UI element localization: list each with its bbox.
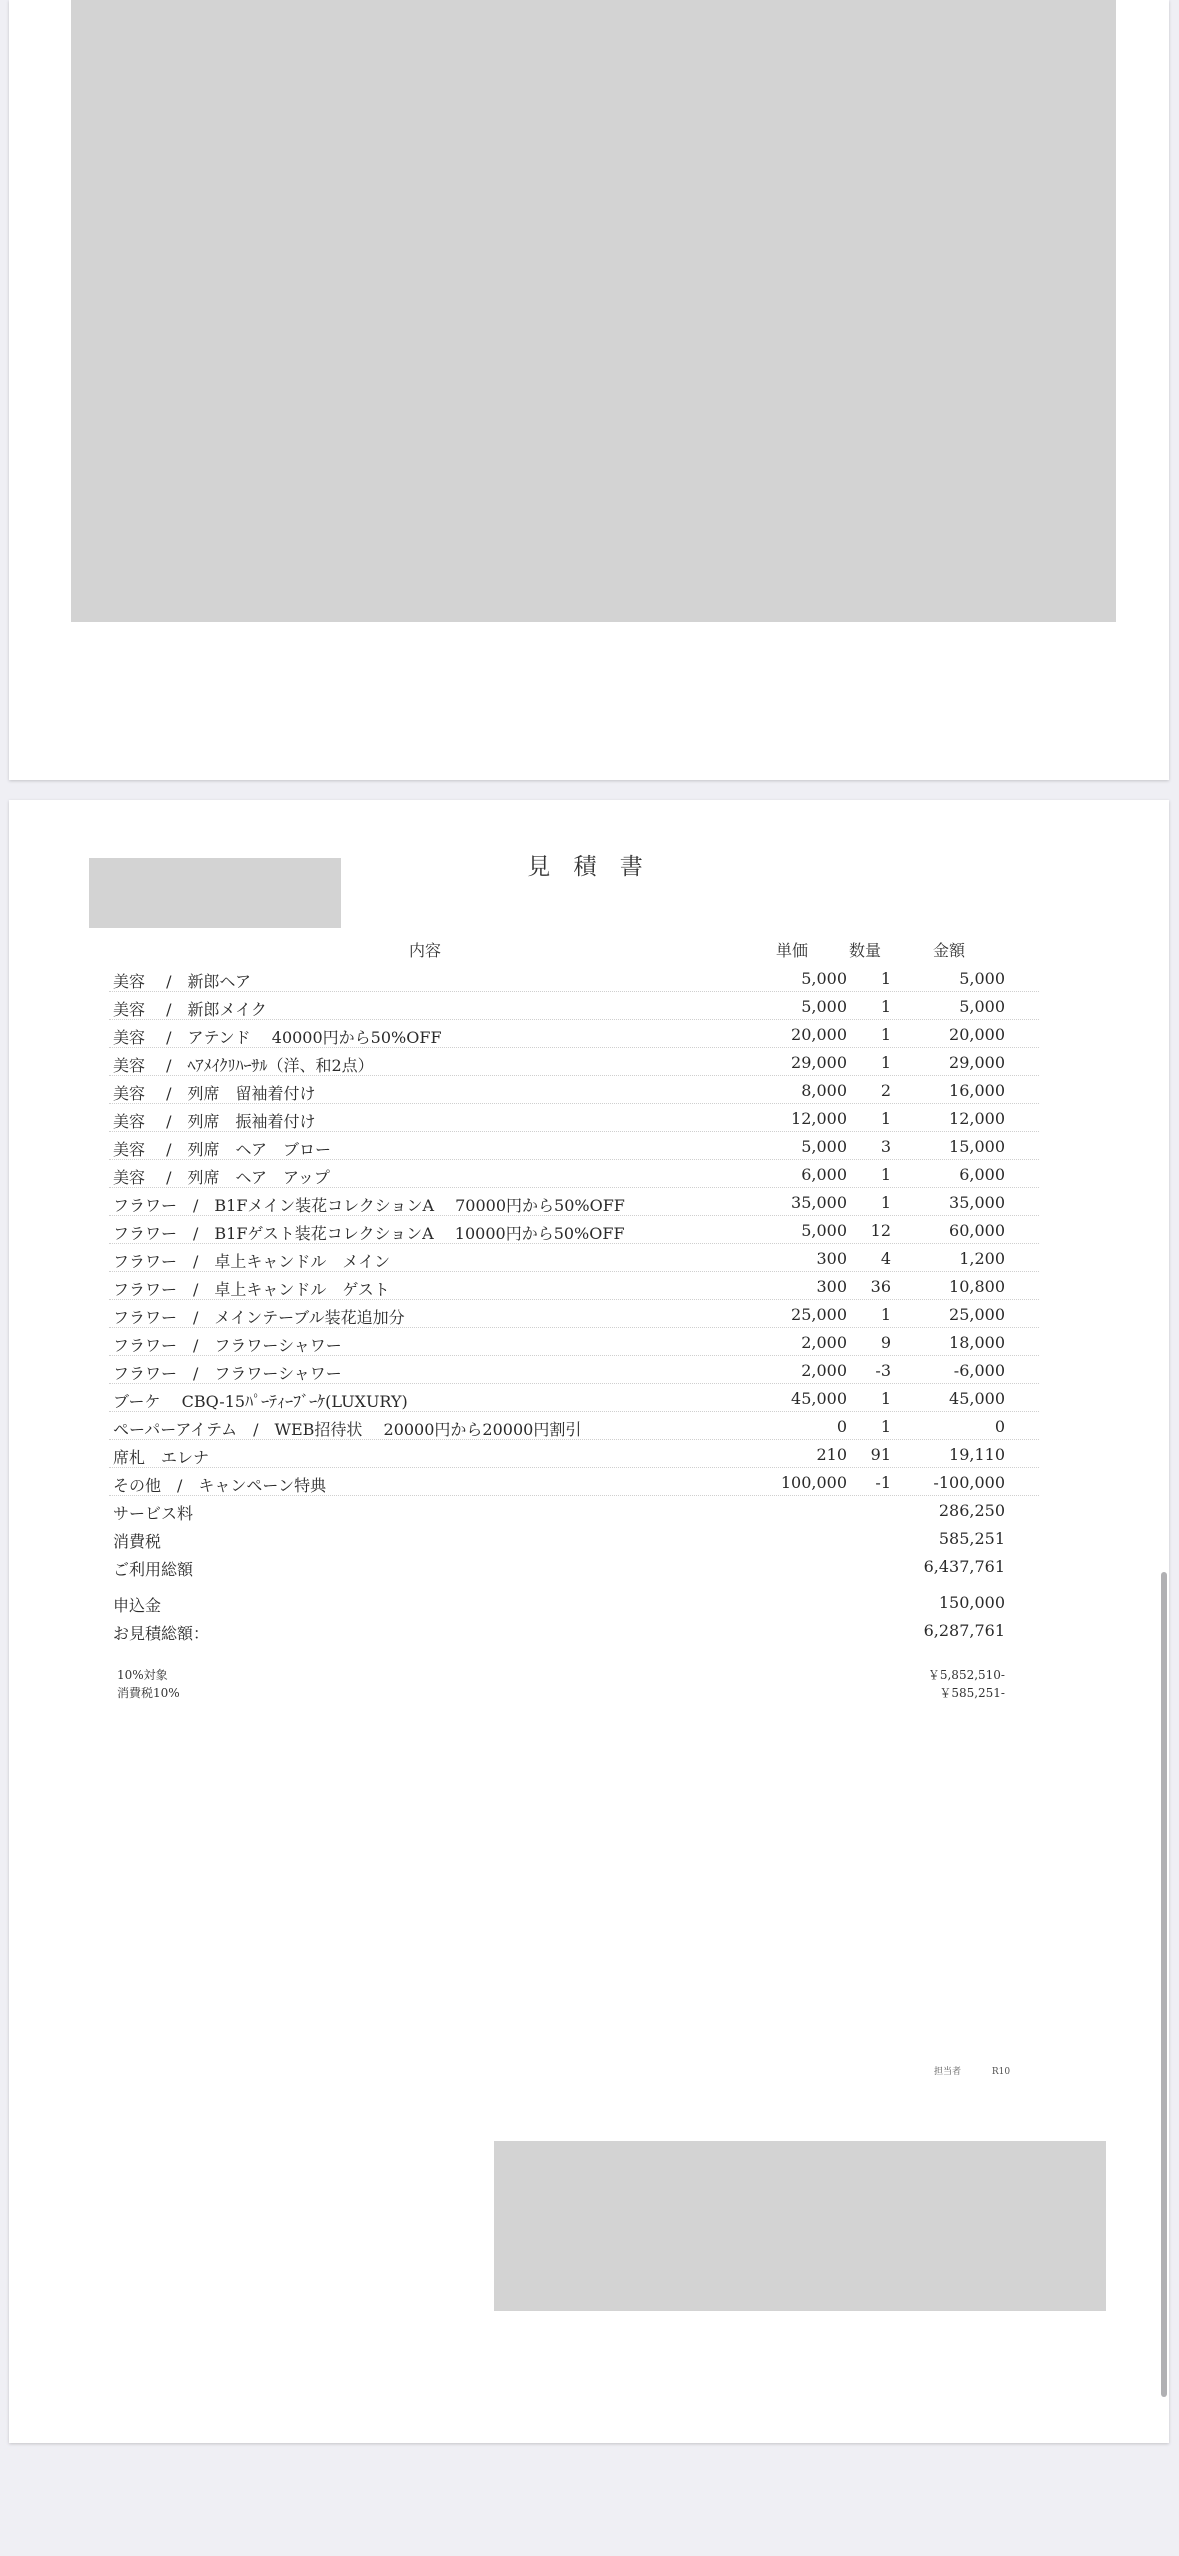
table-row [9, 966, 1169, 994]
total-label: ご利用総額 [113, 1560, 194, 1579]
table-row [9, 1190, 1169, 1218]
header-quantity: 数量 [849, 941, 882, 960]
item-description: 美容 / アテンド 40000円から50%OFF [113, 1028, 442, 1047]
item-unit-price: 5,000 [801, 1137, 847, 1156]
item-unit-price: 45,000 [791, 1389, 847, 1408]
line-items [9, 966, 1169, 1646]
summary [9, 1498, 1169, 1646]
item-unit-price: 8,000 [801, 1081, 847, 1100]
item-unit-price: 12,000 [791, 1109, 847, 1128]
staff-stamp [934, 2064, 1038, 2077]
item-quantity: 1 [880, 1417, 891, 1436]
item-amount: 6,000 [959, 1165, 1005, 1184]
item-amount: 5,000 [959, 969, 1005, 988]
redacted-area [71, 0, 1116, 622]
item-unit-price: 300 [816, 1249, 847, 1268]
item-description: フラワー / B1Fゲスト装花コレクションA 10000円から50%OFF [113, 1224, 625, 1243]
deposit-label: 申込金 [113, 1596, 162, 1615]
item-quantity: 2 [880, 1081, 891, 1100]
item-unit-price: 25,000 [791, 1305, 847, 1324]
table-row [9, 1050, 1169, 1078]
table-row [9, 1106, 1169, 1134]
header-amount: 金額 [933, 941, 966, 960]
tax-target-value: ￥5,852,510- [927, 1668, 1005, 1682]
tax-rate-label: 消費税10% [117, 1686, 180, 1700]
summary-tax [9, 1526, 1169, 1554]
item-description: 美容 / 列席 留袖着付け [113, 1084, 316, 1103]
item-unit-price: 300 [816, 1277, 847, 1296]
item-unit-price: 0 [836, 1417, 847, 1436]
item-description: フラワー / 卓上キャンドル ゲスト [113, 1280, 390, 1299]
scrollbar[interactable] [1161, 1572, 1167, 2397]
item-quantity: 1 [880, 997, 891, 1016]
total-value: 6,437,761 [923, 1557, 1005, 1576]
item-quantity: 1 [880, 1389, 891, 1408]
item-description: 美容 / 新郎ヘア [113, 972, 251, 991]
item-quantity: -3 [875, 1361, 891, 1380]
item-unit-price: 2,000 [801, 1361, 847, 1380]
item-quantity: 1 [880, 1193, 891, 1212]
item-amount: 16,000 [949, 1081, 1005, 1100]
deposit-value: 150,000 [938, 1593, 1005, 1612]
service-value: 286,250 [938, 1501, 1005, 1520]
item-amount: 45,000 [949, 1389, 1005, 1408]
staff-name: R10 [991, 2067, 1011, 2077]
item-amount: 12,000 [949, 1109, 1005, 1128]
item-unit-price: 100,000 [780, 1473, 847, 1492]
item-quantity: -1 [875, 1473, 891, 1492]
tax-target-label: 10%対象 [117, 1668, 168, 1682]
item-amount: 5,000 [959, 997, 1005, 1016]
item-description: 美容 / 列席 ヘア ブロー [113, 1140, 331, 1159]
item-description: その他 / キャンペーン特典 [113, 1476, 327, 1495]
table-row [9, 1162, 1169, 1190]
summary-estimate [9, 1618, 1169, 1646]
table-row [9, 994, 1169, 1022]
table-row [9, 1470, 1169, 1498]
item-quantity: 12 [870, 1221, 891, 1240]
summary-deposit [9, 1590, 1169, 1618]
tax-breakdown [9, 1666, 1169, 1702]
item-amount: 25,000 [949, 1305, 1005, 1324]
item-description: ブーケ CBQ-15ﾊﾟｰﾃｨｰﾌﾞｰｹ(LUXURY) [113, 1392, 408, 1411]
item-amount: 35,000 [949, 1193, 1005, 1212]
page-1 [9, 0, 1169, 780]
table-row [9, 1330, 1169, 1358]
item-quantity: 91 [870, 1445, 891, 1464]
item-description: ペーパーアイテム / WEB招待状 20000円から20000円割引 [113, 1420, 582, 1439]
redacted-area [494, 2141, 1106, 2311]
item-description: 美容 / 列席 ヘア アップ [113, 1168, 330, 1187]
item-quantity: 1 [880, 1053, 891, 1072]
page-2-estimate [9, 800, 1169, 2443]
item-amount: -6,000 [953, 1361, 1005, 1380]
table-row [9, 1022, 1169, 1050]
item-description: フラワー / 卓上キャンドル メイン [113, 1252, 391, 1271]
item-unit-price: 5,000 [801, 997, 847, 1016]
service-label: サービス料 [113, 1504, 194, 1523]
item-unit-price: 5,000 [801, 969, 847, 988]
table-row [9, 1218, 1169, 1246]
table-row [9, 1134, 1169, 1162]
item-quantity: 1 [880, 1305, 891, 1324]
item-description: 席札 エレナ [113, 1448, 210, 1467]
table-row [9, 1302, 1169, 1330]
item-unit-price: 6,000 [801, 1165, 847, 1184]
item-quantity: 36 [870, 1277, 891, 1296]
table-row [9, 1078, 1169, 1106]
item-quantity: 1 [880, 1165, 891, 1184]
table-row [9, 1246, 1169, 1274]
table-row [9, 1442, 1169, 1470]
estimate-label: お見積総額： [113, 1624, 210, 1643]
header-unit-price: 単価 [776, 941, 809, 960]
item-amount: 10,800 [949, 1277, 1005, 1296]
item-quantity: 1 [880, 1025, 891, 1044]
item-unit-price: 2,000 [801, 1333, 847, 1352]
tax-label: 消費税 [113, 1532, 162, 1551]
item-description: フラワー / フラワーシャワー [113, 1364, 342, 1383]
item-unit-price: 29,000 [791, 1053, 847, 1072]
item-unit-price: 20,000 [791, 1025, 847, 1044]
item-amount: 0 [994, 1417, 1005, 1436]
item-description: フラワー / フラワーシャワー [113, 1336, 342, 1355]
item-amount: -100,000 [933, 1473, 1005, 1492]
item-amount: 20,000 [949, 1025, 1005, 1044]
item-description: フラワー / メインテーブル装花追加分 [113, 1308, 405, 1327]
document-title: 見 積 書 [527, 854, 651, 880]
item-unit-price: 35,000 [791, 1193, 847, 1212]
item-quantity: 3 [880, 1137, 891, 1156]
item-quantity: 1 [880, 969, 891, 988]
item-quantity: 1 [880, 1109, 891, 1128]
item-description: フラワー / B1Fメイン装花コレクションA 70000円から50%OFF [113, 1196, 625, 1215]
table-header [9, 938, 1169, 960]
item-amount: 18,000 [949, 1333, 1005, 1352]
tax-value: 585,251 [938, 1529, 1005, 1548]
tax-rate-value: ￥585,251- [939, 1686, 1005, 1700]
item-amount: 1,200 [959, 1249, 1005, 1268]
item-amount: 29,000 [949, 1053, 1005, 1072]
summary-total [9, 1554, 1169, 1582]
table-row [9, 1274, 1169, 1302]
header-description: 内容 [409, 941, 442, 960]
item-description: 美容 / 新郎メイク [113, 1000, 267, 1019]
summary-service [9, 1498, 1169, 1526]
estimate-value: 6,287,761 [923, 1621, 1005, 1640]
item-amount: 60,000 [949, 1221, 1005, 1240]
item-description: 美容 / 列席 振袖着付け [113, 1112, 316, 1131]
item-unit-price: 210 [816, 1445, 847, 1464]
table-row [9, 1386, 1169, 1414]
item-description: 美容 / ﾍｱﾒｲｸﾘﾊｰｻﾙ（洋、和2点） [113, 1056, 374, 1075]
table-row [9, 1358, 1169, 1386]
item-quantity: 4 [880, 1249, 891, 1268]
item-amount: 19,110 [949, 1445, 1005, 1464]
item-unit-price: 5,000 [801, 1221, 847, 1240]
table-row [9, 1414, 1169, 1442]
staff-label: 担当者 [934, 2067, 962, 2077]
item-amount: 15,000 [949, 1137, 1005, 1156]
item-quantity: 9 [880, 1333, 891, 1352]
